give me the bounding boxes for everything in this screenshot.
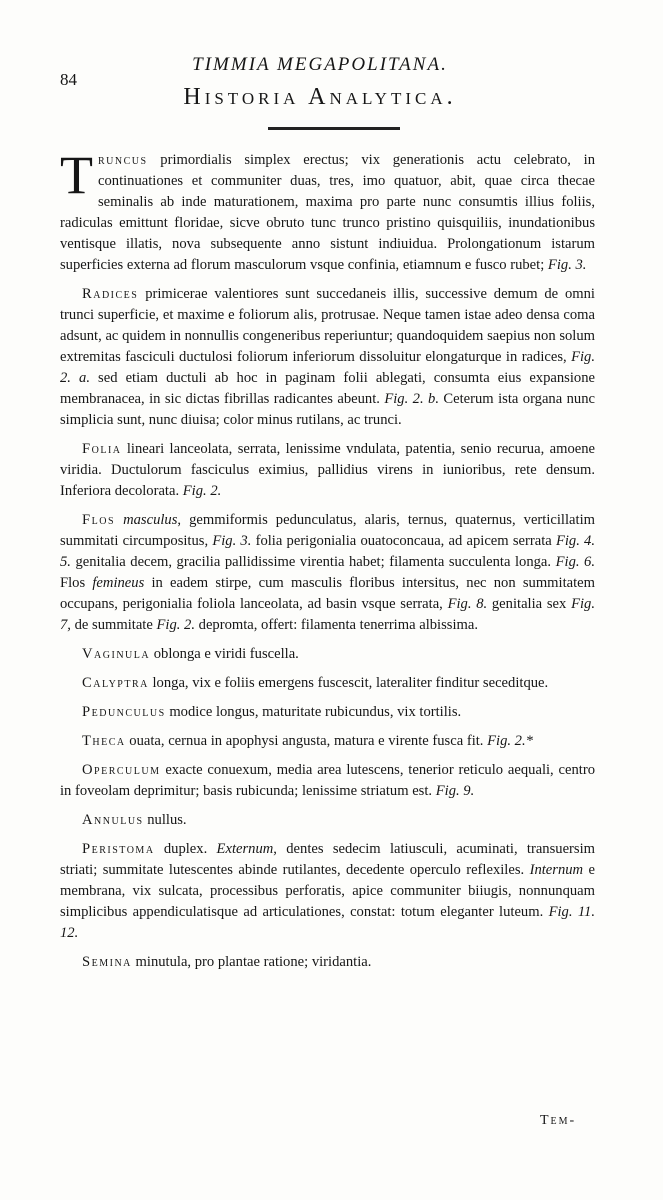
paragraph-flos	[60, 510, 595, 636]
paragraph-calyptra	[60, 673, 595, 694]
paragraph-text: primicerae valentiores sunt succedaneis illis, successive demum de omni trunci superficie, et maxime e foliorum alis, protrusae. Neque tamen istae adeo densa coma adsunt, ac quidem in nonnullis congeneribus reperiuntur; quandoquidem saepius non solum extremitas fasciculi ductulosi foliorum inferiorum dissoluitur elongaturque in radices,	[60, 286, 595, 365]
figure-ref: Fig. 11. 12.	[60, 904, 595, 941]
paragraph-semina	[60, 952, 595, 973]
paragraph-annulus	[60, 810, 595, 831]
paragraph-lead: Vaginula	[82, 646, 151, 662]
paragraph-lead: Folia	[82, 441, 122, 457]
title-rule	[268, 127, 400, 130]
paragraph-lead: runcus	[98, 152, 148, 168]
paragraph-text: Flos	[60, 575, 93, 591]
paragraph-text: oblonga e viridi fuscella.	[150, 646, 299, 662]
paragraph-operculum	[60, 760, 595, 802]
catchword: Tem-	[540, 1113, 577, 1128]
paragraph-vaginula	[60, 644, 595, 665]
paragraph-text: , dentes sedecim latiusculi, acuminati, transuersim striati; summitate lutescentes abinde rutilantes, decedente operculo reflexiles.	[60, 841, 595, 878]
paragraph-text: duplex.	[154, 841, 217, 857]
paragraph-folia	[60, 439, 595, 502]
drop-cap: T	[60, 145, 93, 205]
paragraph-text: exacte conuexum, media area lutescens, tenerior reticulo aequali, centro in foveolam deprimitur; basis rubicunda; lenissime striatum est.	[60, 762, 595, 799]
text-body	[60, 145, 596, 981]
paragraph-lead: Calyptra	[82, 675, 149, 691]
paragraph-lead: Radices	[82, 286, 139, 302]
figure-ref: Fig. 2.	[182, 483, 222, 499]
paragraph-text: primordialis simplex erectus; vix generationis actu celebrato, in continuationes et communiter duas, tres, imo quatuor, abit, quae circa thecae seminalis ab inde maturationem, maxima pro parte nunc consumtis illius foliis, radiculas emittunt floridae, sicve obruto tunc trunco pristino quisquiliis, inundationibus ventisque illatis, nova subsequente anno sistunt indiuidua. Prolongationum istarum superficies externa ad florum masculorum vsque confinia, etiamnum e fusco rubet;	[60, 152, 595, 273]
paragraph-text: minutula, pro plantae ratione; viridantia.	[131, 954, 372, 970]
paragraph-text: nullus.	[143, 812, 187, 828]
paragraph-lead: Annulus	[82, 812, 144, 828]
figure-ref: Fig. 4. 5.	[60, 533, 596, 570]
italic-term: masculus	[115, 512, 178, 528]
paragraph-lead: Pedunculus	[82, 704, 166, 720]
italic-term: femineus	[92, 575, 145, 591]
section-title: Historia Analytica.	[183, 84, 457, 110]
italic-term: Internum	[529, 862, 584, 878]
figure-ref: Fig. 6.	[555, 554, 595, 570]
figure-ref: Fig. 2.*	[487, 733, 533, 749]
page-number: 84	[60, 70, 77, 89]
paragraph-text: genitalia decem, gracilia pallidissime virentia habet; filamenta succulenta longa.	[70, 554, 556, 570]
paragraph-text: longa, vix e foliis emergens fuscescit, lateraliter finditur seceditque.	[148, 675, 549, 691]
paragraph-text: e membrana, vix sulcata, processibus perforatis, apice communiter biiugis, nonnunquam simplicibus appendiculatisque ad articulationes, constat: totum eleganter luteum.	[60, 862, 595, 920]
paragraph-text: sed etiam ductuli ab hoc in paginam folii ablegati, consumta eius expansione membranacea, in sic dictas fibrillas radicantes abeunt.	[60, 370, 595, 407]
paragraph-pedunculus	[60, 702, 595, 723]
paragraph-text: lineari lanceolata, serrata, lenissime vndulata, patentia, senio recurua, amoene viridia. Ductulorum fasciculus eximius, pallidius virens in iunioribus, rete densum. Inferiora decolorata.	[60, 441, 595, 499]
paragraph-text: , gemmiformis pedunculatus, alaris, ternus, quaternus, verticillatim summitati circumpositus,	[60, 512, 595, 549]
figure-ref: Fig. 2. a.	[60, 349, 595, 386]
figure-ref: Fig. 2.	[156, 617, 195, 633]
paragraph-text: ouata, cernua in apophysi angusta, matura e virente fusca fit.	[125, 733, 488, 749]
paragraph-text: Ceterum ista organa nunc simplicia sunt, nunc diuisa; color minus rutilans, ac trunci.	[60, 391, 596, 428]
paragraph-radices	[60, 284, 595, 431]
paragraph-lead: Semina	[82, 954, 132, 970]
paragraph-text: de summitate	[70, 617, 157, 633]
paragraph-lead: Peristoma	[82, 841, 155, 857]
paragraph-text: modice longus, maturitate rubicundus, vix tortilis.	[165, 704, 462, 720]
paragraph-lead: Flos	[82, 512, 116, 528]
paragraph-theca	[60, 731, 595, 752]
paragraph-text: depromta, offert: filamenta tenerrima albissima.	[195, 617, 478, 633]
paragraph-text: genitalia sex	[487, 596, 572, 612]
figure-ref: Fig. 8.	[447, 596, 488, 612]
paragraph-lead: Operculum	[82, 762, 161, 778]
paragraph-peristoma	[60, 839, 595, 944]
figure-ref: Fig. 3.	[212, 533, 252, 549]
figure-ref: Fig. 3.	[547, 257, 587, 273]
paragraph-lead: Theca	[82, 733, 126, 749]
paragraph-truncus	[60, 145, 595, 276]
paragraph-text: folia perigonialia ouatoconcaua, ad apicem serrata	[251, 533, 556, 549]
figure-ref: Fig. 2. b.	[384, 391, 439, 407]
running-title: TIMMIA MEGAPOLITANA.	[192, 54, 448, 75]
paragraph-text: in eadem stirpe, cum masculis floribus intersitus, nec non summitatem occupans, perigonialia foliola lanceolata, ad basin vsque serrata,	[60, 575, 596, 612]
figure-ref: Fig. 7,	[60, 596, 595, 633]
figure-ref: Fig. 9.	[435, 783, 475, 799]
italic-term: Externum	[216, 841, 274, 857]
